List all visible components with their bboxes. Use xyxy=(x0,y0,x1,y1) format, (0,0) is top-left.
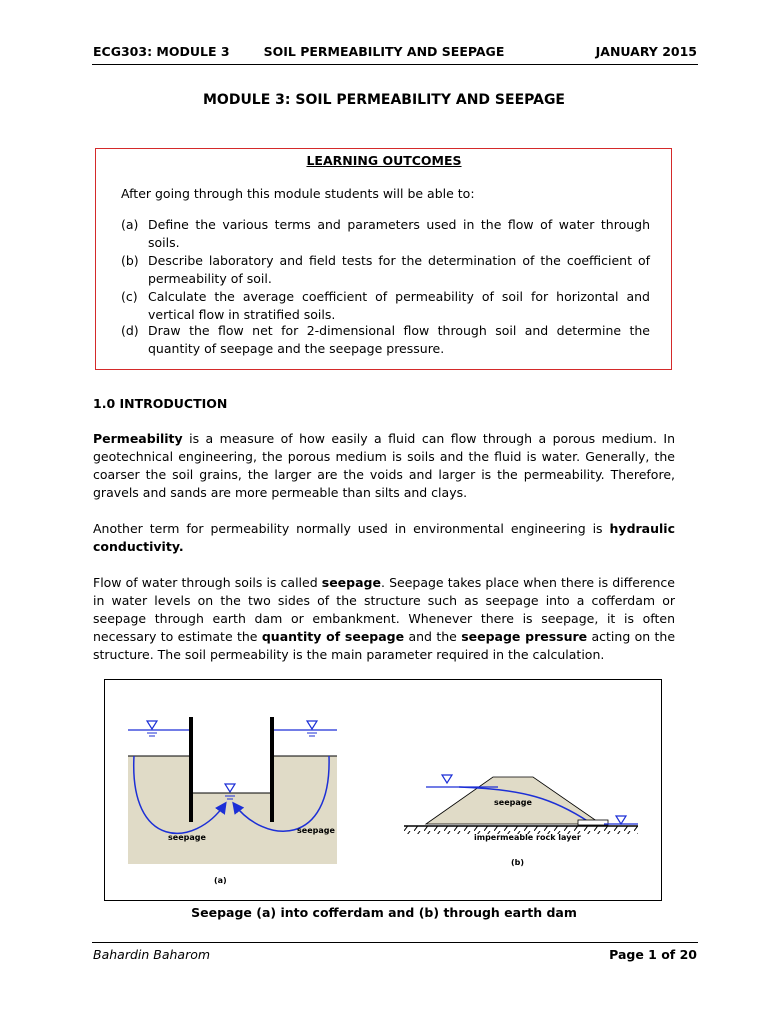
section-heading: 1.0 INTRODUCTION xyxy=(93,396,228,411)
paragraph-text: acting on the structure. The soil permeability is the main parameter required in the calculation. xyxy=(93,629,676,662)
sheet-pile-right xyxy=(270,717,274,822)
learning-outcomes-heading: LEARNING OUTCOMES xyxy=(306,153,462,168)
seepage-label: seepage xyxy=(168,833,206,842)
item-label: (b) xyxy=(121,253,139,268)
paragraph-text: is a measure of how easily a fluid can flow through a porous medium. In geotechnical engineering, the porous medium is soils and the fluid is water. Generally, the coarser the soil grains, the larger are the voids and larger is the permeability. Therefore, gravels and sands are more permeable than silts and clays. xyxy=(93,431,675,500)
footer-rule xyxy=(92,942,698,943)
term-seepage: seepage xyxy=(321,575,381,590)
seepage-label: seepage xyxy=(494,798,532,807)
learning-outcome-item xyxy=(121,216,650,252)
item-text: Describe laboratory and field tests for the determination of the coefficient of permeability of soil. xyxy=(148,253,650,286)
learning-outcome-item xyxy=(121,288,650,324)
item-text: Draw the flow net for 2-dimensional flow through soil and determine the quantity of seepage and the seepage pressure. xyxy=(148,323,650,356)
item-label: (d) xyxy=(121,323,139,338)
header-date: JANUARY 2015 xyxy=(595,44,697,59)
term-seepage-pressure: seepage pressure xyxy=(461,629,588,644)
earth-dam-diagram xyxy=(404,775,638,867)
item-text: Calculate the average coefficient of permeability of soil for horizontal and vertical flow in stratified soils. xyxy=(148,289,650,322)
header-rule xyxy=(92,64,698,65)
seepage-figure xyxy=(104,679,662,901)
seepage-label: seepage xyxy=(297,826,335,835)
figure-label-b: (b) xyxy=(511,858,525,867)
header-topic: SOIL PERMEABILITY AND SEEPAGE xyxy=(263,44,505,59)
rock-layer-label: impermeable rock layer xyxy=(474,833,581,842)
water-level-symbol xyxy=(616,816,626,824)
learning-outcomes-intro: After going through this module students will be able to: xyxy=(121,186,475,201)
paragraph-permeability xyxy=(93,430,675,502)
page-title: MODULE 3: SOIL PERMEABILITY AND SEEPAGE xyxy=(202,92,565,108)
water-level-symbol xyxy=(442,775,452,783)
item-text: Define the various terms and parameters used in the flow of water through soils. xyxy=(148,217,650,250)
footer-page-number: Page 1 of 20 xyxy=(609,947,697,962)
term-quantity-of-seepage: quantity of seepage xyxy=(261,629,405,644)
term-permeability: Permeability xyxy=(93,431,183,446)
footer-author: Bahardin Baharom xyxy=(93,947,211,962)
figure-label-a: (a) xyxy=(214,876,227,885)
header-module: ECG303: MODULE 3 xyxy=(93,44,230,59)
sheet-pile-left xyxy=(189,717,193,822)
item-label: (a) xyxy=(121,217,139,232)
item-label: (c) xyxy=(121,289,138,304)
learning-outcome-item xyxy=(121,252,650,288)
water-level-symbol xyxy=(147,721,157,736)
paragraph-hydraulic-conductivity xyxy=(93,520,675,556)
term-hydraulic-conductivity: hydraulic conductivity. xyxy=(93,521,675,554)
paragraph-text: . Seepage takes place when there is difference in water levels on the two sides of the structure such as seepage into a cofferdam or seepage through earth dam or embankment. Whenever there is seepage, it is often necessary to estimate the xyxy=(93,575,675,644)
toe-drain xyxy=(578,820,608,825)
paragraph-seepage xyxy=(93,574,675,664)
soil-body xyxy=(128,756,337,864)
learning-outcome-item xyxy=(121,322,650,358)
cofferdam-diagram xyxy=(128,717,337,885)
paragraph-text: Another term for permeability normally used in environmental engineering is xyxy=(93,521,610,536)
water-level-symbol xyxy=(307,721,317,736)
figure-caption: Seepage (a) into cofferdam and (b) through earth dam xyxy=(191,905,577,920)
paragraph-text: and the xyxy=(404,629,462,644)
paragraph-text: Flow of water through soils is called xyxy=(93,575,322,590)
